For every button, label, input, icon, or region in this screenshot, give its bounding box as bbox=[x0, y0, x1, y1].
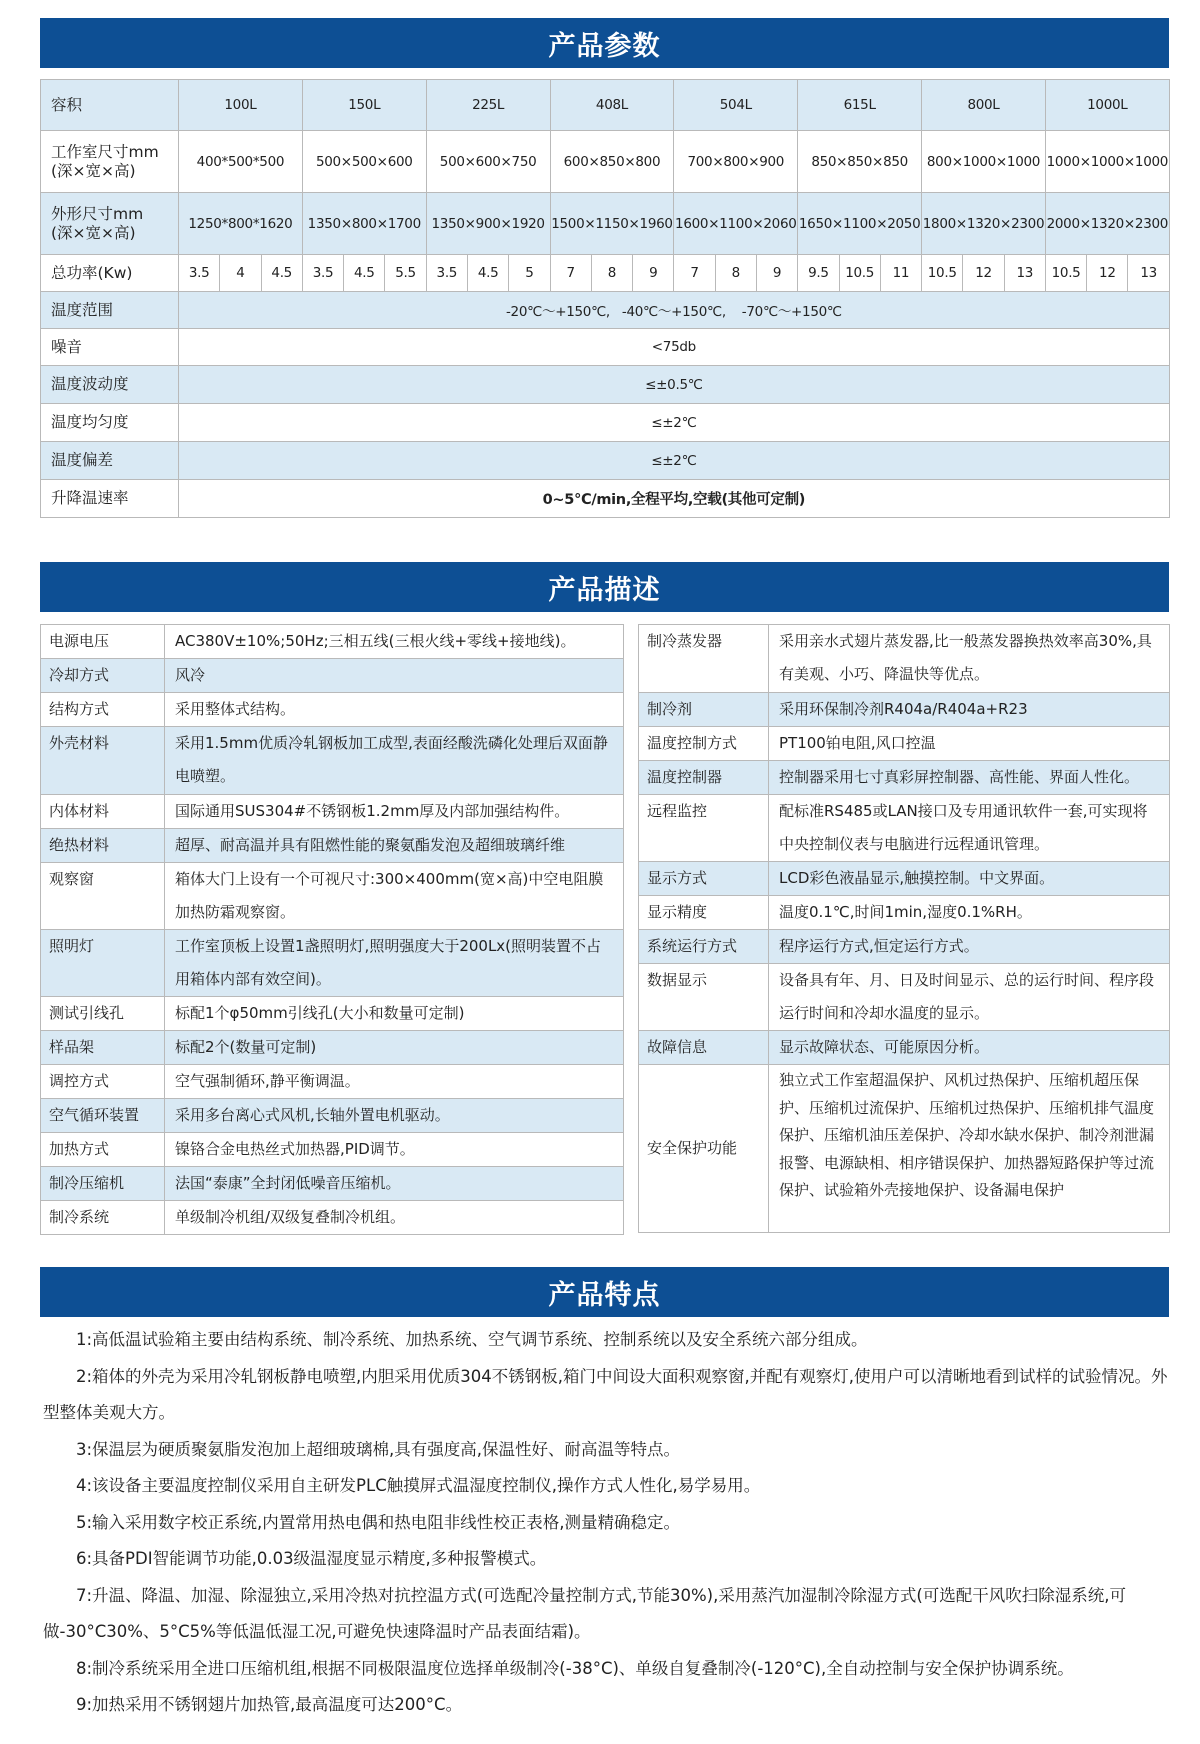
desc-value: 超厚、耐高温并具有阻燃性能的聚氨酯发泡及超细玻璃纤维 bbox=[165, 829, 624, 863]
desc-row bbox=[41, 930, 624, 997]
table-cell: 600×850×800 bbox=[550, 131, 674, 193]
desc-key: 空气循环装置 bbox=[41, 1099, 165, 1133]
desc-value: 单级制冷机组/双级复叠制冷机组。 bbox=[165, 1201, 624, 1235]
row-label: 容积 bbox=[41, 80, 179, 131]
desc-row bbox=[639, 862, 1170, 896]
row-label-line: (深×宽×高) bbox=[51, 161, 136, 180]
table-cell: -20℃～+150℃, -40℃～+150℃, -70℃～+150℃ bbox=[179, 292, 1170, 329]
fluctuation-row bbox=[41, 366, 1170, 404]
desc-row bbox=[639, 761, 1170, 795]
power-row bbox=[41, 255, 1170, 292]
desc-value: 空气强制循环,静平衡调温。 bbox=[165, 1065, 624, 1099]
table-cell: 100L bbox=[179, 80, 303, 131]
table-cell: 700×800×900 bbox=[674, 131, 798, 193]
row-label-line: 外形尺寸mm bbox=[51, 204, 144, 223]
feature-item: 3:保温层为硬质聚氨脂发泡加上超细玻璃棉,具有强度高,保温性好、耐高温等特点。 bbox=[76, 1439, 681, 1459]
desc-value: 独立式工作室超温保护、风机过热保护、压缩机超压保护、压缩机过流保护、压缩机过热保护、压缩机排气温度保护、压缩机油压差保护、冷却水缺水保护、制冷剂泄漏报警、电源缺相、相序错误保护、加热器短路保护等过流保护、试验箱外壳接地保护、设备漏电保护 bbox=[769, 1065, 1170, 1233]
desc-row bbox=[41, 693, 624, 727]
features-list bbox=[43, 1322, 1169, 1724]
desc-row bbox=[639, 795, 1170, 862]
table-cell: 1600×1100×2060 bbox=[674, 193, 798, 255]
desc-row bbox=[639, 727, 1170, 761]
desc-row bbox=[41, 863, 624, 930]
desc-key: 安全保护功能 bbox=[639, 1065, 769, 1233]
desc-value: 风冷 bbox=[165, 659, 624, 693]
desc-value: 工作室顶板上设置1盏照明灯,照明强度大于200Lx(照明装置不占用箱体内部有效空间)。 bbox=[165, 930, 624, 997]
desc-key: 故障信息 bbox=[639, 1031, 769, 1065]
feature-item: 1:高低温试验箱主要由结构系统、制冷系统、加热系统、空气调节系统、控制系统以及安全系统六部分组成。 bbox=[76, 1330, 868, 1349]
desc-row bbox=[41, 659, 624, 693]
params-section-header: 产品参数 bbox=[40, 18, 1169, 68]
desc-value: 采用环保制冷剂R404a/R404a+R23 bbox=[769, 693, 1170, 727]
desc-value: 国际通用SUS304#不锈钢板1.2mm厚及内部加强结构件。 bbox=[165, 795, 624, 829]
desc-value: LCD彩色液晶显示,触摸控制。中文界面。 bbox=[769, 862, 1170, 896]
desc-value: 采用多台离心式风机,长轴外置电机驱动。 bbox=[165, 1099, 624, 1133]
desc-key: 温度控制器 bbox=[639, 761, 769, 795]
feature-item: 8:制冷系统采用全进口压缩机组,根据不同极限温度位选择单级制冷(-38°C)、单级自复叠制冷(-120°C),全自动控制与安全保护协调系统。 bbox=[76, 1658, 1074, 1678]
row-label: 温度范围 bbox=[41, 292, 179, 329]
table-cell: 150L bbox=[302, 80, 426, 131]
table-cell: 2000×1320×2300 bbox=[1045, 193, 1169, 255]
row-label-line: (深×宽×高) bbox=[51, 223, 136, 242]
workroom-size-row bbox=[41, 131, 1170, 193]
desc-key: 制冷系统 bbox=[41, 1201, 165, 1235]
desc-row bbox=[41, 625, 624, 659]
row-label: 温度波动度 bbox=[41, 366, 179, 404]
table-cell: 4.5 bbox=[344, 255, 385, 292]
table-cell: 500×600×750 bbox=[426, 131, 550, 193]
desc-key: 制冷压缩机 bbox=[41, 1167, 165, 1201]
desc-row bbox=[41, 1167, 624, 1201]
desc-value: 标配1个φ50mm引线孔(大小和数量可定制) bbox=[165, 997, 624, 1031]
desc-key: 电源电压 bbox=[41, 625, 165, 659]
desc-key: 绝热材料 bbox=[41, 829, 165, 863]
table-cell: 1350×900×1920 bbox=[426, 193, 550, 255]
table-cell: 7 bbox=[550, 255, 591, 292]
table-cell: 4 bbox=[220, 255, 261, 292]
desc-key: 调控方式 bbox=[41, 1065, 165, 1099]
desc-value: 标配2个(数量可定制) bbox=[165, 1031, 624, 1065]
desc-row bbox=[41, 1201, 624, 1235]
desc-value: 法国“泰康”全封闭低噪音压缩机。 bbox=[165, 1167, 624, 1201]
row-label: 温度偏差 bbox=[41, 442, 179, 480]
table-cell: 8 bbox=[591, 255, 632, 292]
table-cell: 1000×1000×1000 bbox=[1045, 131, 1169, 193]
row-label: 噪音 bbox=[41, 329, 179, 366]
desc-value: 程序运行方式,恒定运行方式。 bbox=[769, 930, 1170, 964]
table-cell: 13 bbox=[1128, 255, 1169, 292]
features-section-header: 产品特点 bbox=[40, 1267, 1169, 1317]
table-cell: 12 bbox=[1087, 255, 1128, 292]
desc-row bbox=[41, 727, 624, 795]
description-section-header: 产品描述 bbox=[40, 562, 1169, 612]
table-cell: 3.5 bbox=[426, 255, 467, 292]
desc-value: AC380V±10%;50Hz;三相五线(三根火线+零线+接地线)。 bbox=[165, 625, 624, 659]
table-cell: 1500×1150×1960 bbox=[550, 193, 674, 255]
desc-row bbox=[41, 1099, 624, 1133]
desc-key: 制冷蒸发器 bbox=[639, 625, 769, 693]
desc-value: 采用整体式结构。 bbox=[165, 693, 624, 727]
row-label-line: 工作室尺寸mm bbox=[51, 142, 159, 161]
temp-range-row bbox=[41, 292, 1170, 329]
desc-row bbox=[41, 1133, 624, 1167]
desc-row bbox=[41, 997, 624, 1031]
feature-item: 5:输入采用数字校正系统,内置常用热电偶和热电阻非线性校正表格,测量精确稳定。 bbox=[76, 1512, 681, 1532]
desc-row bbox=[639, 896, 1170, 930]
desc-row bbox=[41, 1065, 624, 1099]
desc-value: 箱体大门上设有一个可视尺寸:300×400mm(宽×高)中空电阻膜加热防霜观察窗。 bbox=[165, 863, 624, 930]
table-cell: 504L bbox=[674, 80, 798, 131]
desc-value: 控制器采用七寸真彩屏控制器、高性能、界面人性化。 bbox=[769, 761, 1170, 795]
table-cell: 9 bbox=[756, 255, 797, 292]
table-cell: 1250*800*1620 bbox=[179, 193, 303, 255]
table-cell: 1000L bbox=[1045, 80, 1169, 131]
feature-item: 9:加热采用不锈钢翅片加热管,最高温度可达200°C。 bbox=[76, 1695, 463, 1714]
table-cell: 850×850×850 bbox=[798, 131, 922, 193]
desc-key: 观察窗 bbox=[41, 863, 165, 930]
desc-value: 镍铬合金电热丝式加热器,PID调节。 bbox=[165, 1133, 624, 1167]
table-cell: 12 bbox=[963, 255, 1004, 292]
rate-row bbox=[41, 480, 1170, 518]
table-cell: 3.5 bbox=[179, 255, 220, 292]
table-cell: 1650×1100×2050 bbox=[798, 193, 922, 255]
table-cell: 9 bbox=[633, 255, 674, 292]
desc-row bbox=[639, 693, 1170, 727]
volume-row bbox=[41, 80, 1170, 131]
table-cell: 7 bbox=[674, 255, 715, 292]
table-cell: 1350×800×1700 bbox=[302, 193, 426, 255]
desc-value: 设备具有年、月、日及时间显示、总的运行时间、程序段运行时间和冷却水温度的显示。 bbox=[769, 964, 1170, 1031]
table-cell: 11 bbox=[880, 255, 921, 292]
table-cell: 1800×1320×2300 bbox=[922, 193, 1046, 255]
desc-key: 样品架 bbox=[41, 1031, 165, 1065]
table-cell: 400*500*500 bbox=[179, 131, 303, 193]
desc-key: 数据显示 bbox=[639, 964, 769, 1031]
row-label: 升降温速率 bbox=[41, 480, 179, 518]
deviation-row bbox=[41, 442, 1170, 480]
table-cell: 800×1000×1000 bbox=[922, 131, 1046, 193]
table-cell: ≤±2℃ bbox=[179, 442, 1170, 480]
table-cell: 500×500×600 bbox=[302, 131, 426, 193]
table-cell: 615L bbox=[798, 80, 922, 131]
table-cell: 10.5 bbox=[1045, 255, 1086, 292]
table-cell: 4.5 bbox=[467, 255, 508, 292]
outer-size-row bbox=[41, 193, 1170, 255]
desc-key: 系统运行方式 bbox=[639, 930, 769, 964]
table-cell: ≤±0.5℃ bbox=[179, 366, 1170, 404]
row-label: 总功率(Kw) bbox=[41, 255, 179, 292]
table-cell: 4.5 bbox=[261, 255, 302, 292]
description-table-right bbox=[638, 624, 1170, 1233]
desc-value: 采用亲水式翅片蒸发器,比一般蒸发器换热效率高30%,具有美观、小巧、降温快等优点。 bbox=[769, 625, 1170, 693]
desc-row bbox=[639, 1065, 1170, 1233]
desc-row bbox=[639, 930, 1170, 964]
desc-row bbox=[639, 625, 1170, 693]
desc-key: 显示方式 bbox=[639, 862, 769, 896]
desc-row bbox=[639, 1031, 1170, 1065]
row-label: 温度均匀度 bbox=[41, 404, 179, 442]
table-cell: 5.5 bbox=[385, 255, 426, 292]
desc-row bbox=[41, 795, 624, 829]
desc-key: 温度控制方式 bbox=[639, 727, 769, 761]
desc-key: 测试引线孔 bbox=[41, 997, 165, 1031]
desc-key: 外壳材料 bbox=[41, 727, 165, 795]
desc-value: 配标准RS485或LAN接口及专用通讯软件一套,可实现将中央控制仪表与电脑进行远程通讯管理。 bbox=[769, 795, 1170, 862]
params-table bbox=[40, 79, 1170, 518]
table-cell: 800L bbox=[922, 80, 1046, 131]
desc-key: 制冷剂 bbox=[639, 693, 769, 727]
table-cell: 9.5 bbox=[798, 255, 839, 292]
feature-item: 6:具备PDI智能调节功能,0.03级温湿度显示精度,多种报警模式。 bbox=[76, 1549, 547, 1568]
table-cell: 8 bbox=[715, 255, 756, 292]
row-label bbox=[41, 193, 179, 255]
noise-row bbox=[41, 329, 1170, 366]
table-cell: 10.5 bbox=[922, 255, 963, 292]
desc-value: 显示故障状态、可能原因分析。 bbox=[769, 1031, 1170, 1065]
desc-key: 远程监控 bbox=[639, 795, 769, 862]
table-cell: 5 bbox=[509, 255, 550, 292]
table-cell: 0~5℃/min,全程平均,空载(其他可定制) bbox=[179, 480, 1170, 518]
desc-key: 显示精度 bbox=[639, 896, 769, 930]
description-table-left bbox=[40, 624, 624, 1235]
feature-item: 4:该设备主要温度控制仪采用自主研发PLC触摸屏式温湿度控制仪,操作方式人性化,易学易用。 bbox=[76, 1476, 761, 1495]
feature-item: 2:箱体的外壳为采用冷轧钢板静电喷塑,内胆采用优质304不锈钢板,箱门中间设大面积观察窗,并配有观察灯,使用户可以清晰地看到试样的试验情况。外型整体美观大方。 bbox=[43, 1366, 1168, 1422]
table-cell: 13 bbox=[1004, 255, 1045, 292]
desc-key: 加热方式 bbox=[41, 1133, 165, 1167]
table-cell: 3.5 bbox=[302, 255, 343, 292]
desc-row bbox=[639, 964, 1170, 1031]
table-cell: 225L bbox=[426, 80, 550, 131]
desc-row bbox=[41, 1031, 624, 1065]
table-cell: <75db bbox=[179, 329, 1170, 366]
table-cell: ≤±2℃ bbox=[179, 404, 1170, 442]
table-cell: 408L bbox=[550, 80, 674, 131]
desc-key: 照明灯 bbox=[41, 930, 165, 997]
uniformity-row bbox=[41, 404, 1170, 442]
desc-key: 结构方式 bbox=[41, 693, 165, 727]
desc-key: 冷却方式 bbox=[41, 659, 165, 693]
row-label bbox=[41, 131, 179, 193]
desc-row bbox=[41, 829, 624, 863]
desc-value: 温度0.1℃,时间1min,湿度0.1%RH。 bbox=[769, 896, 1170, 930]
feature-item: 7:升温、降温、加湿、除湿独立,采用冷热对抗控温方式(可选配冷量控制方式,节能30%),采用蒸汽加湿制冷除湿方式(可选配干风吹扫除湿系统,可做-30°C30%、5°C5%等低温低湿工况,可避免快速降温时产品表面结霜)。 bbox=[43, 1585, 1127, 1641]
desc-value: PT100铂电阻,风口控温 bbox=[769, 727, 1170, 761]
table-cell: 10.5 bbox=[839, 255, 880, 292]
desc-key: 内体材料 bbox=[41, 795, 165, 829]
desc-value: 采用1.5mm优质冷轧钢板加工成型,表面经酸洗磷化处理后双面静电喷塑。 bbox=[165, 727, 624, 795]
